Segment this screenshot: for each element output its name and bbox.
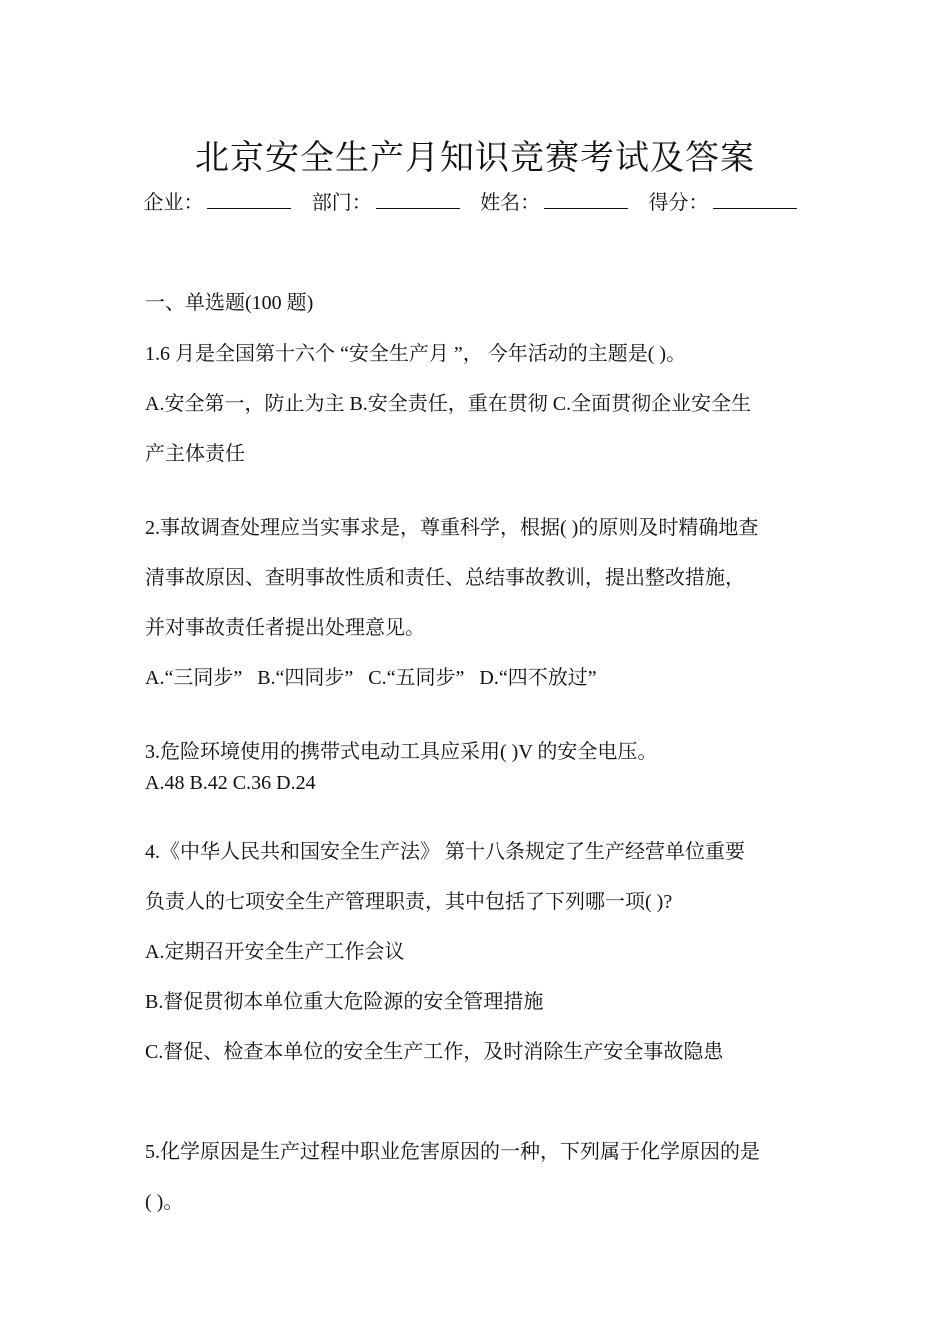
department-blank[interactable] [376, 190, 460, 209]
question-4-text: 4.《中华人民共和国安全生产法》 第十八条规定了生产经营单位重要 [145, 841, 745, 863]
document-title: 北京安全生产月知识竞赛考试及答案 [195, 140, 755, 177]
info-row [0, 186, 950, 215]
question-4-option-b: B.督促贯彻本单位重大危险源的安全管理措施 [145, 991, 544, 1013]
name-blank[interactable] [544, 190, 628, 209]
score-blank[interactable] [713, 190, 797, 209]
question-2-text: 2.事故调查处理应当实事求是，尊重科学，根据( )的原则及时精确地查 [145, 517, 759, 539]
question-2-options: A.“三同步” B.“四同步” C.“五同步” D.“四不放过” [145, 667, 597, 689]
question-2-text-cont: 并对事故责任者提出处理意见。 [145, 617, 425, 639]
question-5-text-cont: ( )。 [145, 1191, 184, 1213]
field-company [143, 190, 301, 214]
field-name [480, 190, 638, 214]
question-1-options: A.安全第一，防止为主 B.安全责任，重在贯彻 C.全面贯彻企业安全生 [145, 393, 752, 415]
field-name-label: 姓名： [480, 190, 541, 214]
question-3-options: A.48 B.42 C.36 D.24 [145, 772, 316, 794]
question-1-options-cont: 产主体责任 [145, 443, 245, 465]
company-blank[interactable] [207, 190, 291, 209]
question-4-text-cont: 负责人的七项安全生产管理职责，其中包括了下列哪一项( )? [145, 891, 673, 913]
question-3-text: 3.危险环境使用的携带式电动工具应采用( )V 的安全电压。 [145, 741, 658, 763]
question-4-option-a: A.定期召开安全生产工作会议 [145, 941, 405, 963]
question-4-option-c: C.督促、检查本单位的安全生产工作，及时消除生产安全事故隐患 [145, 1041, 724, 1063]
question-1-text: 1.6 月是全国第十六个 “安全生产月 ”， 今年活动的主题是( )。 [145, 343, 687, 365]
field-company-label: 企业： [143, 190, 204, 214]
field-department-label: 部门： [311, 190, 372, 214]
field-department [312, 190, 470, 214]
question-5-text: 5.化学原因是生产过程中职业危害原因的一种，下列属于化学原因的是 [145, 1141, 760, 1163]
field-score-label: 得分： [648, 190, 709, 214]
question-2-text-cont: 清事故原因、查明事故性质和责任、总结事故教训，提出整改措施， [145, 567, 745, 589]
field-score [649, 190, 807, 214]
section-heading: 一、单选题(100 题) [145, 292, 314, 314]
